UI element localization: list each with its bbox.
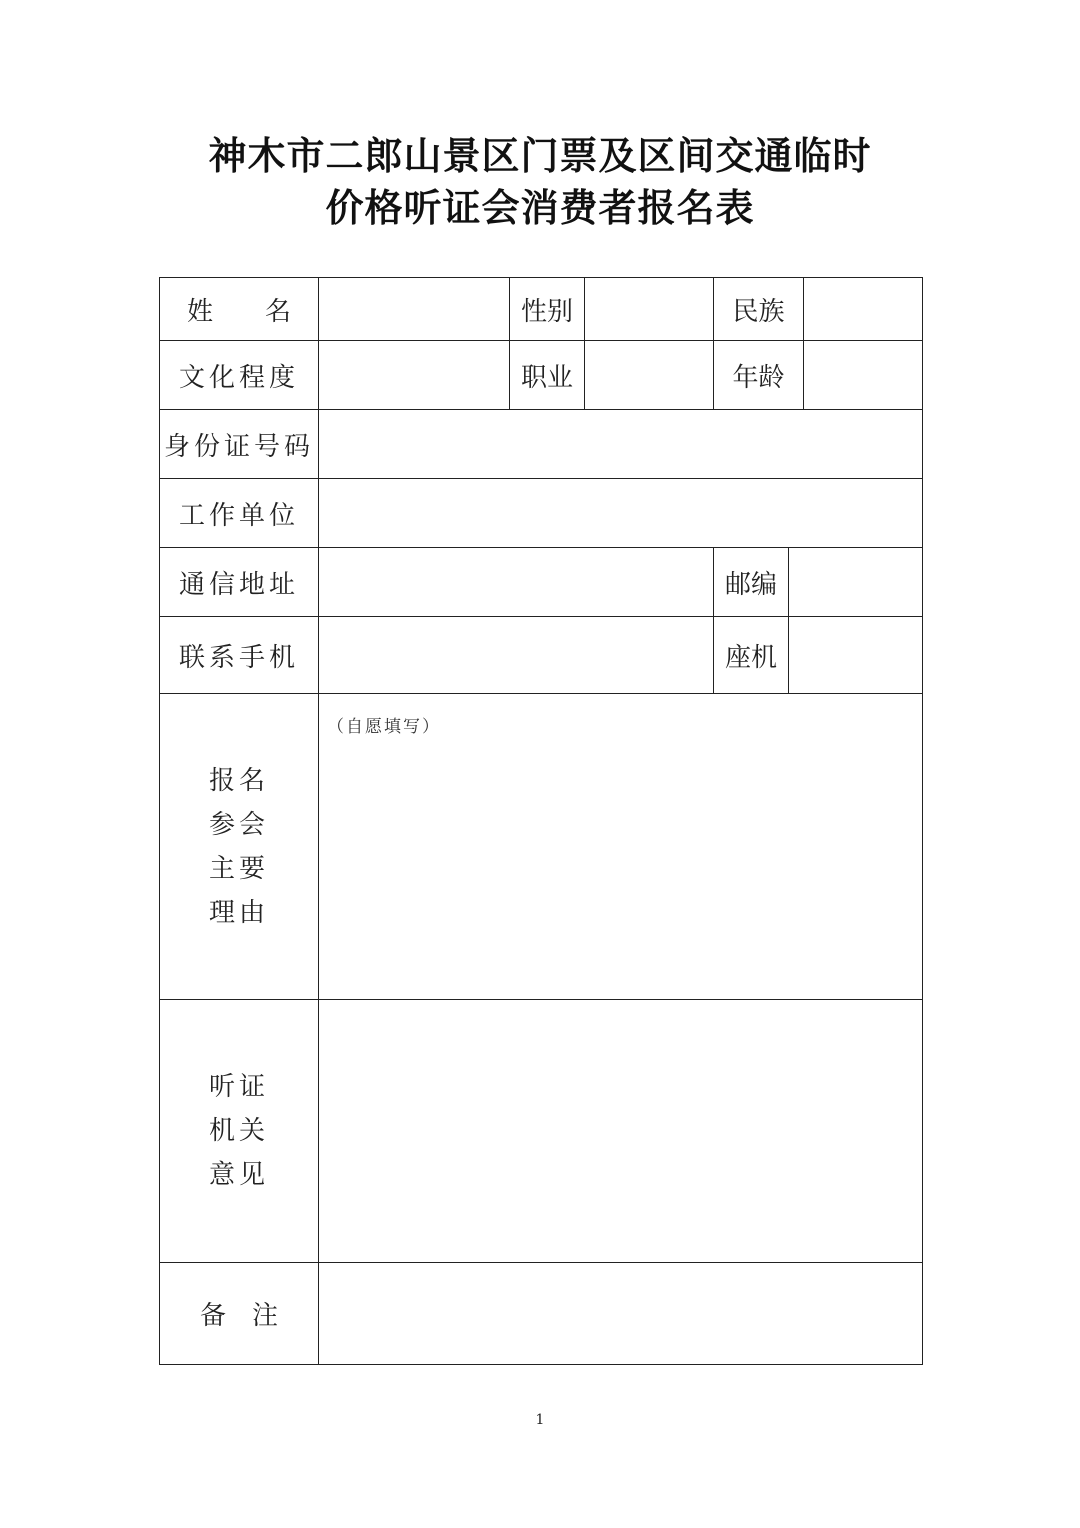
form-row-workplace [160,479,923,548]
form-row-reason [160,694,923,1000]
gender-field[interactable] [585,278,714,341]
address-field[interactable] [319,548,714,617]
postcode-label: 邮编 [714,548,789,617]
reason-label-line-3: 主要 [208,853,269,884]
reason-label [160,694,319,1000]
mobile-field[interactable] [319,617,714,694]
document-title-line-1: 神木市二郎山景区门票及区间交通临时 [208,134,872,178]
form-row-education [160,341,923,410]
workplace-field[interactable] [319,479,923,548]
reason-label-line-1: 报名 [208,765,269,796]
form-row-opinion [160,1000,923,1263]
age-field[interactable] [804,341,923,410]
form-row-remarks [160,1263,923,1365]
name-field[interactable] [319,278,510,341]
landline-field[interactable] [789,617,923,694]
id-number-field[interactable] [319,410,923,479]
mobile-label: 联系手机 [160,617,319,694]
occupation-label: 职业 [510,341,585,410]
reason-label-line-2: 参会 [208,809,269,840]
opinion-label-line-2: 机关 [208,1116,269,1146]
occupation-field[interactable] [585,341,714,410]
landline-label: 座机 [714,617,789,694]
opinion-label-line-1: 听证 [208,1072,269,1102]
workplace-label: 工作单位 [160,479,319,548]
reason-field[interactable] [319,694,923,1000]
remarks-label: 备 注 [160,1263,319,1365]
name-label: 姓 名 [160,278,319,341]
opinion-field[interactable] [319,1000,923,1263]
opinion-label-line-3: 意见 [208,1160,269,1190]
page-number: 1 [535,1412,545,1428]
education-field[interactable] [319,341,510,410]
form-row-address [160,548,923,617]
ethnicity-label: 民族 [714,278,804,341]
id-number-label: 身份证号码 [160,410,319,479]
opinion-label [160,1000,319,1263]
document-title-line-2: 价格听证会消费者报名表 [325,186,755,230]
ethnicity-field[interactable] [804,278,923,341]
form-row-name [160,278,923,341]
form-row-id [160,410,923,479]
age-label: 年龄 [714,341,804,410]
address-label: 通信地址 [160,548,319,617]
gender-label: 性别 [510,278,585,341]
reason-hint: （自愿填写） [327,717,441,737]
remarks-field[interactable] [319,1263,923,1365]
registration-form-table [159,277,923,1365]
reason-label-line-4: 理由 [208,897,269,928]
postcode-field[interactable] [789,548,923,617]
education-label: 文化程度 [160,341,319,410]
form-row-phone [160,617,923,694]
